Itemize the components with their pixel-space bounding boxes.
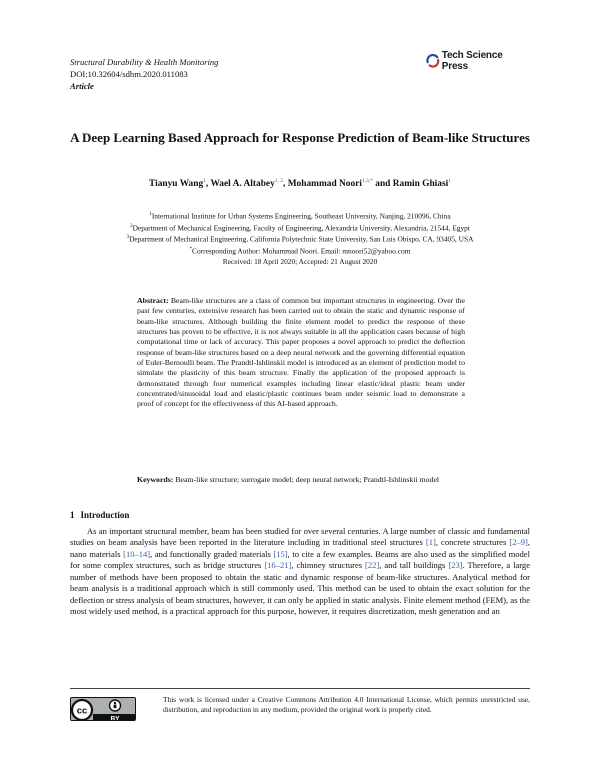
citation-link[interactable]: [22] [365, 560, 380, 571]
author-affiliation-marker[interactable]: 1, 2 [274, 178, 284, 184]
author-name: Tianyu Wang [149, 179, 204, 190]
affiliation-marker: 1 [149, 212, 152, 217]
affiliation-line [70, 233, 530, 245]
introduction-paragraph [70, 526, 530, 618]
author-name: Mohammad Noori [287, 179, 362, 190]
publisher-logo [426, 51, 530, 71]
citation-link[interactable]: [15] [273, 548, 288, 559]
author-name: Ramin Ghiasi [392, 179, 449, 190]
affiliation-marker: 2 [130, 223, 133, 229]
intro-text: , to cite a few examples. Beams are also used as the simplified model for some complex structures, such as bridge structures [70, 548, 530, 571]
intro-text: , nano materials [70, 537, 531, 559]
author-conjunction: and [375, 179, 391, 190]
author-affiliation-marker[interactable]: 1,3,* [361, 178, 373, 184]
footer-divider [70, 688, 530, 689]
svg-text:BY: BY [110, 715, 120, 721]
license-text: This work is licensed under a Creative Commons Attribution 4.0 International License, which permits unrestricted use, distribution, and reproduction in any medium, provided the original work is properly cited. [163, 695, 530, 714]
citation-link[interactable]: [2–9] [509, 537, 528, 548]
corresponding-author-text: Corresponding Author: Mohammad Noori. Email: mnoori52@yahoo.com [192, 246, 411, 256]
section-heading [70, 510, 135, 520]
citation-link[interactable]: [10–14] [123, 548, 151, 559]
citation-link[interactable]: [1] [425, 537, 436, 548]
section-number: 1 [70, 510, 75, 520]
journal-name: Structural Durability & Health Monitoring [70, 57, 219, 67]
intro-text: As an important structural member, beam has been studied for over several centuries. A large number of classic and fundamental studies on beam analysis have been reported in the literature including in traditional steel structures [70, 526, 530, 548]
author-separator: , [205, 179, 209, 190]
abstract-text: Beam-like structures are a class of common but important structures in engineering. Over the past few centuries, extensive research has been carried out to obtain the static and dynamic response of beam-like structures. Although building the finite element model to predict the response of these structures has proven to be effective, it is not always suitable in all the application cases because of high computational time or lack of accuracy. This paper proposes a novel approach to predict the deflection response of beam-like structures based on a deep neural network and the governing differential equation of Euler-Bernoulli beam. The Prandtl-Ishlinskii model is introduced as an element of prediction model to simulate the plasticity of this beam structure. Finally the application of the proposed approach is demonstrated through four numerical examples including linear elastic/ideal plastic beam under concentrated/sinusoidal load and elastic/plastic continues beam under seismic load to demonstrate a proof of concept for the effectiveness of this AI-based approach. [137, 296, 466, 409]
affiliation-text: International Institute for Urban Systems Engineering, Southeast University, Nanjing, 210096, China [151, 211, 451, 221]
intro-text: , and tall buildings [379, 560, 449, 571]
intro-text: . Therefore, a large number of methods have been proposed to obtain the static and dynamic response of beam-like structures. Analytical method for beam analysis is a traditional approach which is still commonly used. This method can be used to obtain the exact solution for the deflection or stress analysis of beam structures, however, it can only be applied in static analysis. Finite element method (FEM), as the most widely used method, is a practical approach for this purpose, however, it requires discretization, mesh generation and an [70, 560, 530, 617]
abstract-label: Abstract: [137, 296, 169, 305]
author-affiliation-marker[interactable]: 1 [203, 178, 206, 184]
corresponding-author [70, 245, 530, 257]
affiliation-marker: 3 [126, 235, 130, 241]
author-separator: , [283, 179, 286, 190]
affiliation-marker: * [189, 247, 193, 253]
author-list [70, 178, 530, 189]
abstract [137, 296, 465, 410]
received-dates: Received: 18 April 2020; Accepted: 21 August 2020 [222, 256, 378, 266]
publisher-logo-text: Tech Science Press [441, 50, 503, 72]
affiliation-line [70, 210, 530, 222]
creative-commons-icon [71, 698, 136, 721]
keywords [137, 475, 465, 485]
article-type: Article [70, 81, 94, 91]
affiliation-line [70, 222, 530, 234]
section-title: Introduction [80, 510, 130, 520]
publisher-logo-icon [426, 54, 440, 68]
svg-text:cc: cc [76, 705, 88, 717]
intro-text: , concrete structures [435, 537, 510, 548]
author-name: Wael A. Altabey [210, 179, 275, 190]
cc-by-license-badge[interactable] [70, 697, 136, 721]
affiliation-text: Department of Mechanical Engineering, Faculty of Engineering, Alexandria University, Alexandria, 21544, Egypt [132, 223, 470, 233]
intro-text: , and functionally graded materials [150, 548, 274, 559]
affiliation-text: Department of Mechanical Engineering, California Polytechnic State University, San Luis Obispo, CA, 93405, USA [129, 234, 474, 244]
keywords-label: Keywords: [137, 475, 174, 484]
doi: DOI:10.32604/sdhm.2020.011083 [70, 69, 188, 79]
paper-title: A Deep Learning Based Approach for Response Prediction of Beam-like Structures [70, 130, 530, 145]
keywords-text: Beam-like structure; surrogate model; deep neural network; Prandtl-Ishlinskii model [175, 475, 440, 484]
citation-link[interactable]: [16–21] [264, 560, 292, 571]
author-affiliation-marker[interactable]: 1 [448, 178, 451, 184]
citation-link[interactable]: [23] [448, 560, 463, 571]
intro-text: , chimney structures [291, 560, 366, 571]
affiliation-block [70, 210, 530, 267]
